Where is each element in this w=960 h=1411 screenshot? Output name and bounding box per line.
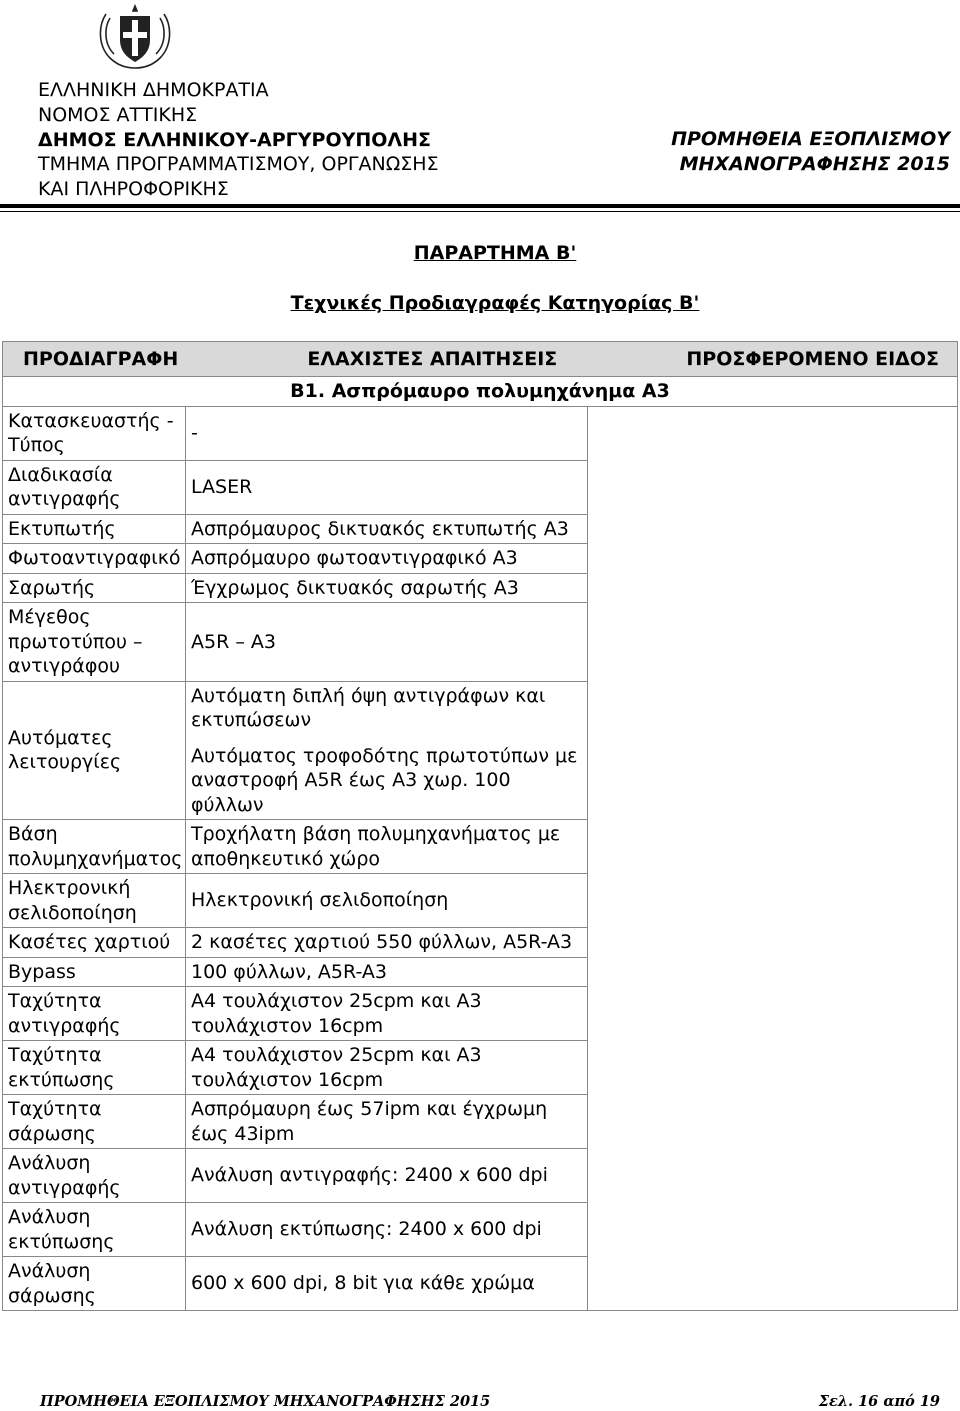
table-header (3, 342, 958, 377)
spec-requirement (186, 928, 588, 958)
spec-name: Μέγεθος πρωτοτύπου – αντιγράφου (3, 603, 186, 682)
requirement-text: Ανάλυση εκτύπωσης: 2400 x 600 dpi (191, 1218, 542, 1241)
spec-requirement (186, 573, 588, 603)
header-specification: ΠΡΟΔΙΑΓΡΑΦΗ (23, 347, 179, 370)
spec-name: Κατασκευαστής - Τύπος (3, 406, 186, 460)
requirement-text: Έγχρωμος δικτυακός σαρωτής Α3 (191, 576, 519, 599)
spec-requirement (186, 987, 588, 1041)
requirement-text: Τροχήλατη βάση πολυμηχανήματος με αποθηκευτικό χώρο (191, 823, 561, 870)
group-title: Β1. Ασπρόμαυρο πολυμηχάνημα Α3 (3, 377, 958, 407)
table-row (3, 406, 958, 460)
spec-name: Διαδικασία αντιγραφής (3, 460, 186, 514)
spec-name: Ανάλυση αντιγραφής (3, 1149, 186, 1203)
specifications-table (2, 341, 958, 1311)
spec-name: Αυτόματες λειτουργίες (3, 681, 186, 820)
spec-requirement (186, 1149, 588, 1203)
footer-title: ΠΡΟΜΗΘΕΙΑ ΕΞΟΠΛΙΣΜΟΥ ΜΗΧΑΝΟΓΡΑΦΗΣΗΣ 2015 (40, 1393, 491, 1410)
org-line-country: ΕΛΛΗΝΙΚΗ ΔΗΜΟΚΡΑΤΙΑ (38, 79, 269, 101)
spec-name: Σαρωτής (3, 573, 186, 603)
requirement-text: Α5R – A3 (191, 630, 276, 653)
spec-name: Φωτοαντιγραφικό (3, 544, 186, 574)
spec-requirement (186, 820, 588, 874)
spec-name: Ταχύτητα εκτύπωσης (3, 1041, 186, 1095)
spec-requirement (186, 957, 588, 987)
header-divider (0, 204, 960, 208)
spec-requirement (186, 1095, 588, 1149)
spec-name: Εκτυπωτής (3, 514, 186, 544)
spec-name: Βάση πολυμηχανήματος (3, 820, 186, 874)
document-title-line2: ΜΗΧΑΝΟΓΡΑΦΗΣΗΣ 2015 (679, 153, 950, 175)
requirement-text: Ασπρόμαυρο φωτοαντιγραφικό Α3 (191, 547, 518, 569)
requirement-text: 600 x 600 dpi, 8 bit για κάθε χρώμα (191, 1272, 535, 1295)
spec-requirement (186, 1257, 588, 1311)
page-number: Σελ. 16 από 19 (818, 1393, 940, 1410)
offered-item-cell[interactable] (588, 406, 958, 1311)
requirement-text: Ηλεκτρονική σελιδοποίηση (191, 889, 449, 912)
spec-requirement (186, 406, 588, 460)
spec-name: Ηλεκτρονική σελιδοποίηση (3, 874, 186, 928)
requirement-text: 2 κασέτες χαρτιού 550 φύλλων, Α5R-A3 (191, 931, 573, 953)
requirement-text: LASER (191, 475, 253, 498)
spec-requirement (186, 544, 588, 574)
org-line-department: ΤΜΗΜΑ ΠΡΟΓΡΑΜΜΑΤΙΣΜΟΥ, ΟΡΓΑΝΩΣΗΣ (38, 153, 439, 176)
spec-requirement (186, 874, 588, 928)
header-offered-item: ΠΡΟΣΦΕΡΟΜΕΝΟ ΕΙΔΟΣ (686, 347, 939, 370)
org-line-department-cont: ΚΑΙ ΠΛΗΡΟΦΟΡΙΚΗΣ (38, 178, 229, 201)
requirement-text: 100 φύλλων, Α5R-A3 (191, 960, 387, 983)
requirement-text: - (191, 421, 198, 444)
spec-name: Κασέτες χαρτιού (3, 928, 186, 958)
spec-name: Ανάλυση σάρωσης (3, 1257, 186, 1311)
spec-requirement (186, 681, 588, 820)
annex-subtitle: Τεχνικές Προδιαγραφές Κατηγορίας Β' (290, 292, 700, 314)
requirement-text: Ασπρόμαυρη έως 57ipm και έγχρωμη έως 43ipm (191, 1098, 548, 1145)
annex-title: ΠΑΡΑΡΤΗΜΑ Β' (413, 242, 577, 264)
document-title-line1: ΠΡΟΜΗΘΕΙΑ ΕΞΟΠΛΙΣΜΟΥ (671, 128, 950, 150)
spec-requirement (186, 460, 588, 514)
spec-name: Ταχύτητα αντιγραφής (3, 987, 186, 1041)
org-line-prefecture: ΝΟΜΟΣ ΑΤΤΙΚΗΣ (38, 103, 198, 126)
header-divider-thin (0, 211, 960, 212)
document-title (671, 127, 950, 177)
spec-requirement (186, 514, 588, 544)
spec-requirement (186, 603, 588, 682)
spec-requirement (186, 1203, 588, 1257)
requirement-text: Α4 τουλάχιστον 25cpm και Α3 τουλάχιστον 16cpm (191, 1044, 482, 1091)
spec-name: Ανάλυση εκτύπωσης (3, 1203, 186, 1257)
requirement-text: Ασπρόμαυρος δικτυακός εκτυπωτής Α3 (191, 517, 569, 540)
header-minimum-requirements: ΕΛΑΧΙΣΤΕΣ ΑΠΑΙΤΗΣΕΙΣ (307, 347, 558, 370)
requirement-text: Α4 τουλάχιστον 25cpm και Α3 τουλάχιστον 16cpm (191, 990, 482, 1037)
coat-of-arms-icon (92, 2, 178, 70)
requirement-text: Αυτόματος τροφοδότης πρωτοτύπων με αναστροφή Α5R έως Α3 χωρ. 100 φύλλων (191, 744, 578, 816)
requirement-text: Αυτόματη διπλή όψη αντιγράφων και εκτυπώσεων (191, 684, 546, 731)
spec-requirement (186, 1041, 588, 1095)
spec-name: Bypass (3, 957, 186, 987)
requirement-text: Ανάλυση αντιγραφής: 2400 x 600 dpi (191, 1164, 548, 1187)
spec-name: Ταχύτητα σάρωσης (3, 1095, 186, 1149)
org-line-municipality: ΔΗΜΟΣ ΕΛΛΗΝΙΚΟΥ-ΑΡΓΥΡΟΥΠΟΛΗΣ (38, 128, 432, 151)
page-footer (40, 1393, 940, 1410)
organization-header (38, 78, 439, 202)
